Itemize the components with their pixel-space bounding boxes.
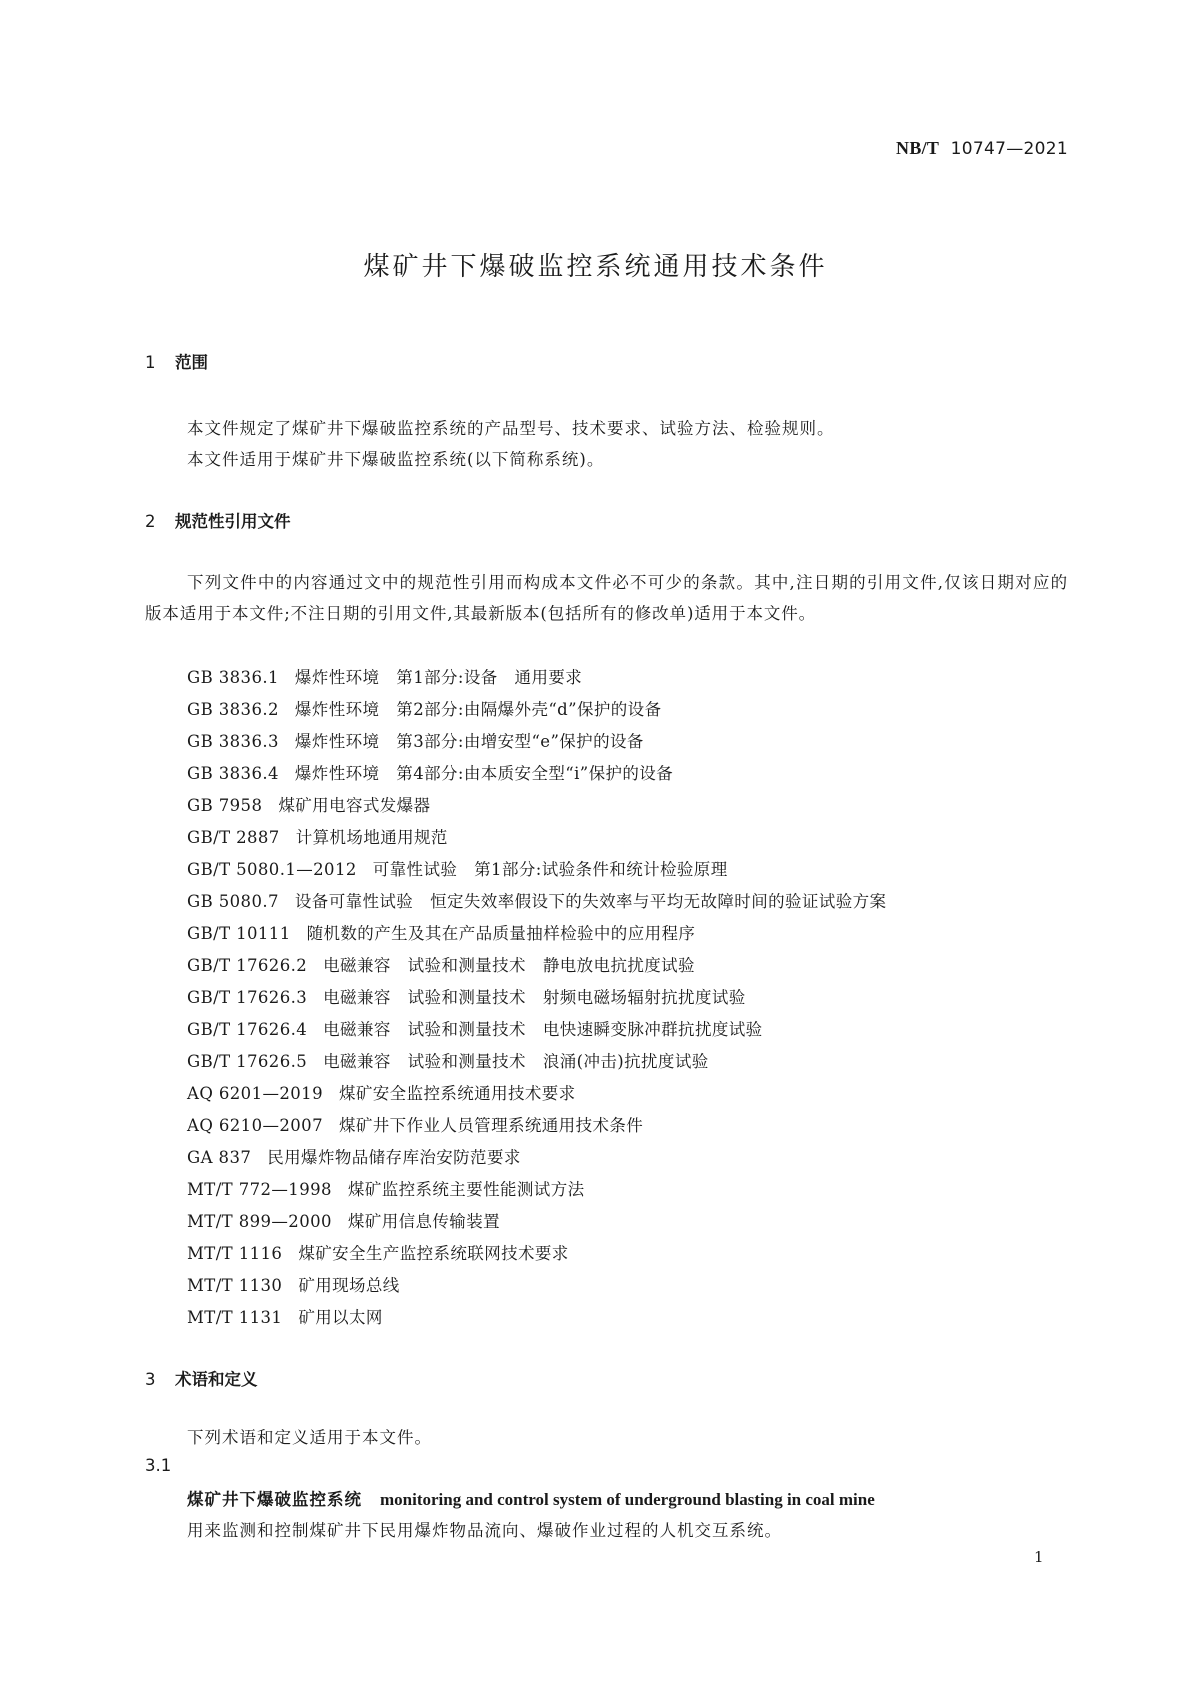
section-number: 3 [145, 1370, 156, 1389]
reference-item [187, 728, 644, 752]
reference-item [187, 1304, 383, 1328]
reference-title: 煤矿用信息传输装置 [347, 1212, 501, 1231]
reference-item [187, 888, 886, 912]
term-zh: 煤矿井下爆破监控系统 [187, 1490, 362, 1509]
reference-item [187, 664, 582, 688]
section-number: 1 [145, 353, 156, 372]
document-title: 煤矿井下爆破监控系统通用技术条件 [363, 252, 828, 282]
reference-title: 设备可靠性试验 恒定失效率假设下的失效率与平均无故障时间的验证试验方案 [294, 892, 887, 911]
reference-code: GB/T 17626.2 [187, 956, 308, 975]
section-title: 范围 [175, 353, 208, 372]
reference-item [187, 1240, 569, 1264]
section-heading-3 [145, 1366, 258, 1390]
reference-code: MT/T 899—2000 [187, 1212, 332, 1231]
reference-title: 爆炸性环境 第3部分:由增安型“e”保护的设备 [294, 732, 644, 751]
section-title: 术语和定义 [175, 1370, 258, 1389]
term-definition: 用来监测和控制煤矿井下民用爆炸物品流向、爆破作业过程的人机交互系统。 [187, 1521, 782, 1540]
reference-item [187, 920, 695, 944]
reference-title: 计算机场地通用规范 [295, 828, 448, 847]
reference-code: GB 3836.1 [187, 668, 279, 687]
reference-code: MT/T 772—1998 [187, 1180, 332, 1199]
reference-title: 煤矿安全生产监控系统联网技术要求 [298, 1244, 569, 1263]
reference-code: AQ 6210—2007 [187, 1116, 323, 1135]
reference-item [187, 824, 448, 848]
term-entry [187, 1486, 875, 1510]
term-en: monitoring and control system of underground blasting in coal mine [380, 1490, 875, 1509]
reference-title: 煤矿安全监控系统通用技术要求 [338, 1084, 576, 1103]
reference-title: 爆炸性环境 第2部分:由隔爆外壳“d”保护的设备 [294, 700, 662, 719]
reference-code: GB/T 5080.1—2012 [187, 860, 357, 879]
reference-code: MT/T 1131 [187, 1308, 283, 1327]
reference-title: 煤矿监控系统主要性能测试方法 [347, 1180, 585, 1199]
reference-title: 矿用现场总线 [298, 1276, 400, 1295]
reference-item [187, 1272, 400, 1296]
reference-code: GB/T 2887 [187, 828, 280, 847]
reference-code: MT/T 1130 [187, 1276, 283, 1295]
page-number: 1 [1034, 1548, 1044, 1566]
section-number: 2 [145, 512, 156, 531]
reference-title: 煤矿用电容式发爆器 [278, 796, 431, 815]
reference-title: 电磁兼容 试验和测量技术 静电放电抗扰度试验 [323, 956, 695, 975]
reference-item [187, 1208, 500, 1232]
reference-item [187, 952, 695, 976]
reference-code: GA 837 [187, 1148, 252, 1167]
reference-item [187, 856, 728, 880]
reference-title: 可靠性试验 第1部分:试验条件和统计检验原理 [372, 860, 728, 879]
reference-code: GB/T 17626.3 [187, 988, 308, 1007]
paragraph: 本文件适用于煤矿井下爆破监控系统(以下简称系统)。 [187, 450, 605, 469]
reference-code: GB 3836.3 [187, 732, 279, 751]
standard-number: 10747—2021 [950, 139, 1068, 159]
standard-code [896, 138, 1068, 159]
reference-title: 随机数的产生及其在产品质量抽样检验中的应用程序 [306, 924, 696, 943]
reference-code: GB 5080.7 [187, 892, 279, 911]
reference-item [187, 1112, 643, 1136]
reference-item [187, 696, 661, 720]
reference-item [187, 984, 746, 1008]
reference-item [187, 1016, 763, 1040]
reference-item [187, 760, 673, 784]
reference-item [187, 792, 430, 816]
reference-title: 电磁兼容 试验和测量技术 电快速瞬变脉冲群抗扰度试验 [323, 1020, 763, 1039]
reference-item [187, 1080, 576, 1104]
reference-item [187, 1144, 521, 1168]
reference-code: AQ 6201—2019 [187, 1084, 323, 1103]
reference-code: GB 7958 [187, 796, 263, 815]
reference-code: GB 3836.4 [187, 764, 279, 783]
reference-title: 电磁兼容 试验和测量技术 浪涌(冲击)抗扰度试验 [323, 1052, 709, 1071]
standard-prefix: NB/T [896, 138, 940, 158]
reference-title: 爆炸性环境 第4部分:由本质安全型“i”保护的设备 [294, 764, 674, 783]
reference-title: 爆炸性环境 第1部分:设备 通用要求 [294, 668, 583, 687]
terms-intro: 下列术语和定义适用于本文件。 [187, 1428, 432, 1447]
section-heading-2 [145, 508, 291, 532]
paragraph: 本文件规定了煤矿井下爆破监控系统的产品型号、技术要求、试验方法、检验规则。 [187, 419, 835, 438]
reference-code: GB/T 10111 [187, 924, 291, 943]
reference-title: 矿用以太网 [298, 1308, 383, 1327]
reference-code: GB/T 17626.4 [187, 1020, 308, 1039]
reference-title: 民用爆炸物品储存库治安防范要求 [267, 1148, 521, 1167]
term-number: 3.1 [145, 1456, 172, 1475]
reference-code: GB/T 17626.5 [187, 1052, 308, 1071]
reference-code: MT/T 1116 [187, 1244, 283, 1263]
references-intro: 下列文件中的内容通过文中的规范性引用而构成本文件必不可少的条款。其中,注日期的引用文件,仅该日期对应的版本适用于本文件;不注日期的引用文件,其最新版本(包括所有的修改单)适用于本文件。 [145, 573, 1068, 623]
reference-title: 煤矿井下作业人员管理系统通用技术条件 [338, 1116, 644, 1135]
reference-title: 电磁兼容 试验和测量技术 射频电磁场辐射抗扰度试验 [323, 988, 746, 1007]
section-title: 规范性引用文件 [175, 512, 291, 531]
reference-item [187, 1176, 585, 1200]
reference-item [187, 1048, 709, 1072]
section-heading-1 [145, 349, 208, 373]
reference-code: GB 3836.2 [187, 700, 279, 719]
